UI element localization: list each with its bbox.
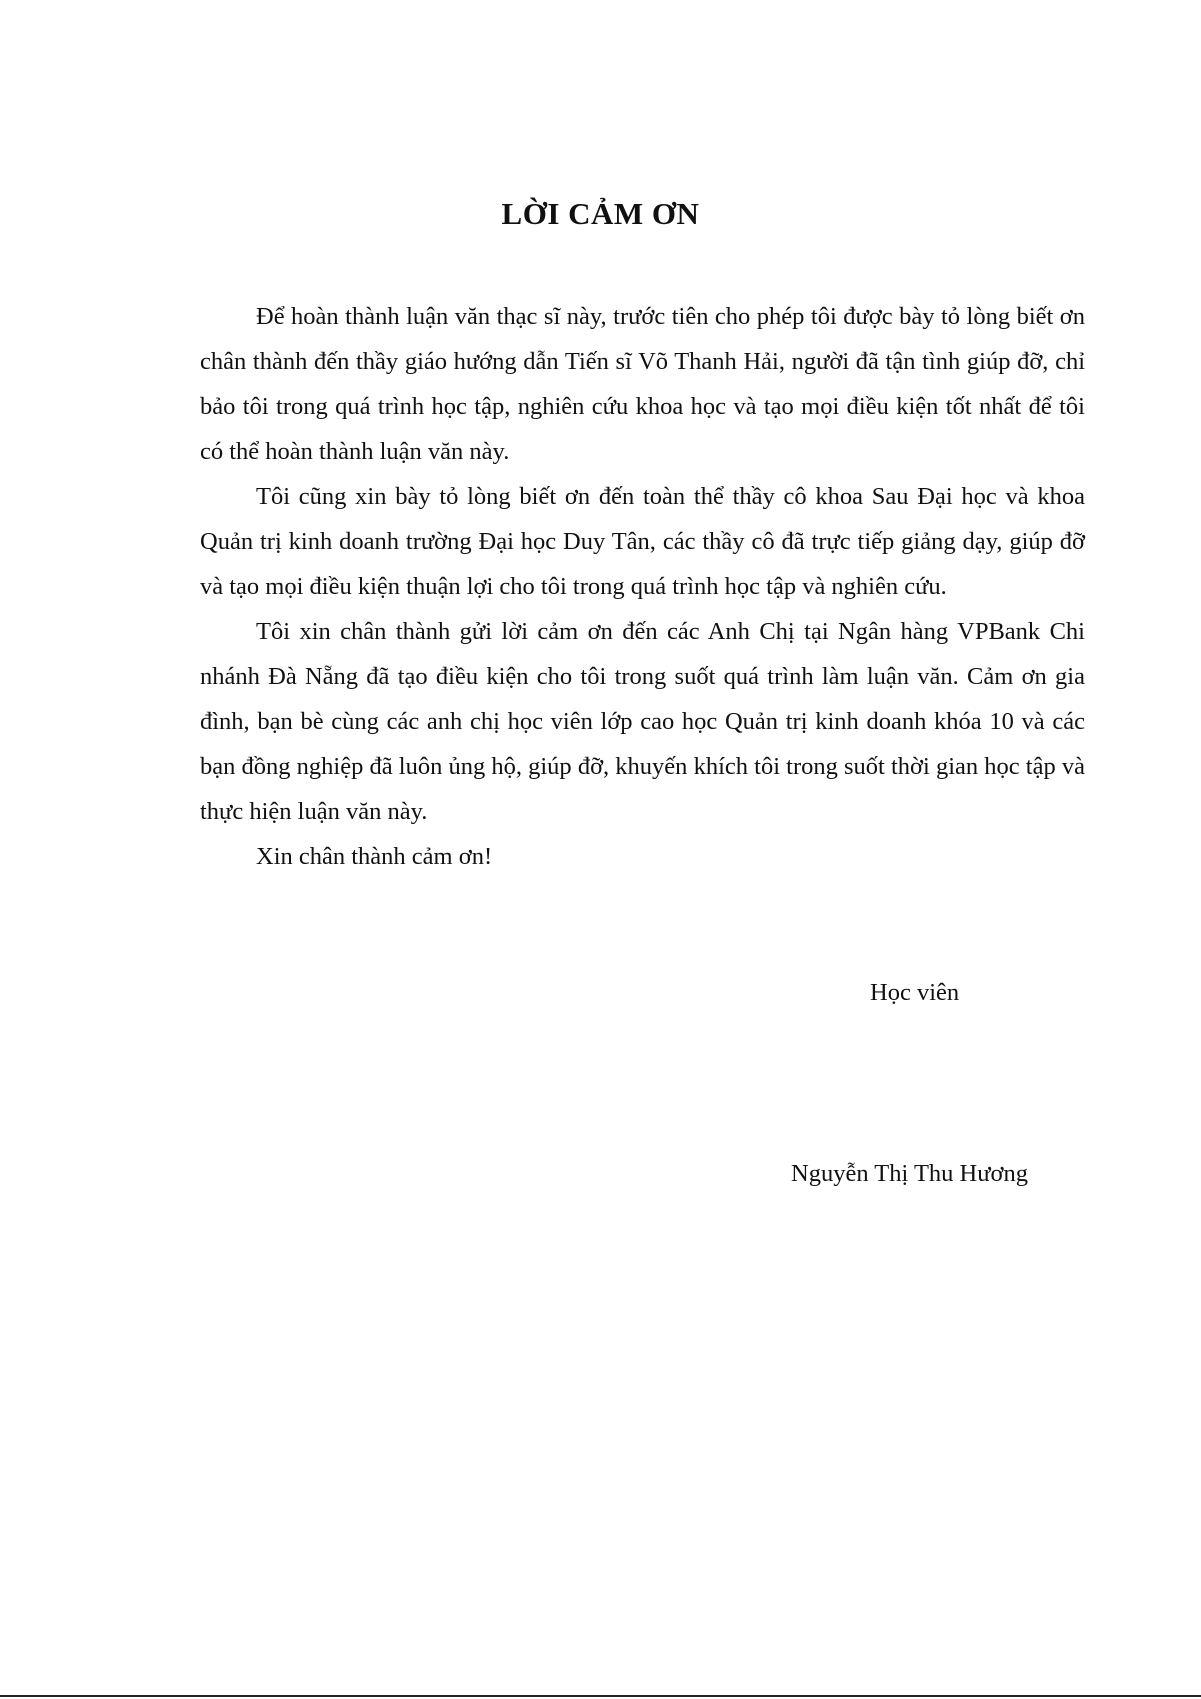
page-title: LỜI CẢM ƠN (501, 196, 700, 231)
paragraph-closing: Xin chân thành cảm ơn! (256, 843, 493, 870)
page-bottom-divider (0, 1695, 1201, 1697)
acknowledgement-body (200, 294, 1085, 879)
paragraph-thanks-supervisor: Để hoàn thành luận văn thạc sĩ này, trước tiên cho phép tôi được bày tỏ lòng biết ơn chân thành đến thầy giáo hướng dẫn Tiến sĩ Võ Thanh Hải, người đã tận tình giúp đỡ, chỉ bảo tôi trong quá trình học tập, nghiên cứu khoa học và tạo mọi điều kiện tốt nhất để tôi có thể hoàn thành luận văn này. (200, 303, 1085, 465)
signature-role: Học viên (870, 979, 960, 1006)
paragraph-thanks-faculty: Tôi cũng xin bày tỏ lòng biết ơn đến toàn thể thầy cô khoa Sau Đại học và khoa Quản trị kinh doanh trường Đại học Duy Tân, các thầy cô đã trực tiếp giảng dạy, giúp đỡ và tạo mọi điều kiện thuận lợi cho tôi trong quá trình học tập và nghiên cứu. (200, 483, 1085, 600)
signature-name: Nguyễn Thị Thu Hương (791, 1160, 1028, 1187)
paragraph-thanks-bank-family: Tôi xin chân thành gửi lời cảm ơn đến các Anh Chị tại Ngân hàng VPBank Chi nhánh Đà Nẵng đã tạo điều kiện cho tôi trong suốt quá trình làm luận văn. Cảm ơn gia đình, bạn bè cùng các anh chị học viên lớp cao học Quản trị kinh doanh khóa 10 và các bạn đồng nghiệp đã luôn ủng hộ, giúp đỡ, khuyến khích tôi trong suốt thời gian học tập và thực hiện luận văn này. (200, 618, 1085, 825)
